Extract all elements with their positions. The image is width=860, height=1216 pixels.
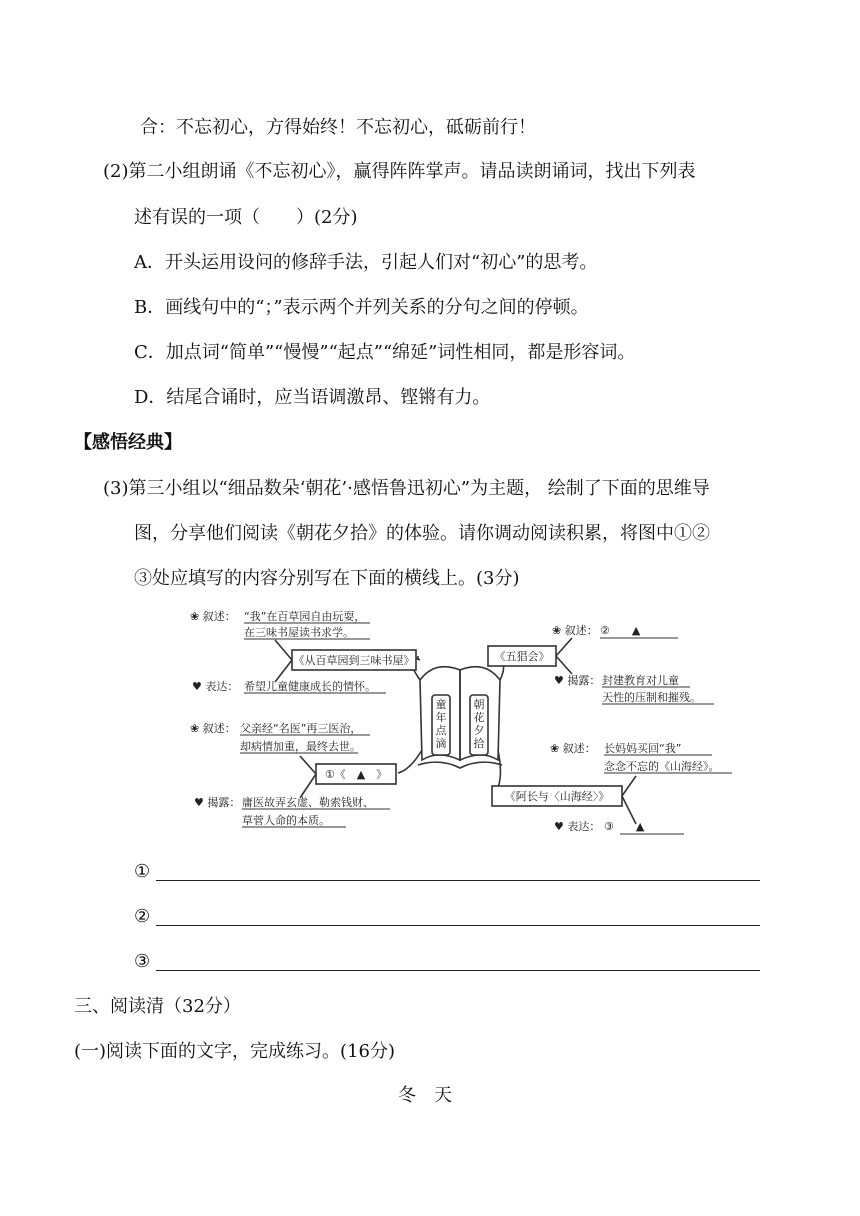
right1-narr-label: ❀ 叙述： [552, 624, 598, 637]
left1-expr-text: 希望儿童健康成长的情怀。 [244, 680, 376, 693]
right2-narr-line2: 念念不忘的《山海经》。 [604, 760, 720, 773]
question-2-stem-line1: (2)第二小组朗诵《不忘初心》，赢得阵阵掌声。请品读朗诵词，找出下列表 [103, 161, 696, 182]
answer-line-3[interactable] [156, 970, 760, 971]
question-3-stem-line1: (3)第三小组以“细品数朵‘朝花’·感悟鲁迅初心”为主题， 绘制了下面的思维导 [103, 478, 710, 499]
option-a: A．开头运用设问的修辞手法，引起人们对“初心”的思考。 [134, 252, 598, 273]
right2-narr-label: ❀ 叙述： [550, 742, 596, 755]
left1-expr-label: ♥ 表达： [192, 680, 239, 693]
right2-narr-line1: 长妈妈买回“我” [604, 742, 682, 755]
section-heading: 【感悟经典】 [74, 432, 182, 453]
node-right2-branches [622, 776, 636, 824]
answer-label-2: ② [134, 906, 151, 927]
left2-narr-line2: 却病情加重，最终去世。 [240, 740, 361, 753]
part-3-subheading: (一)阅读下面的文字，完成练习。(16分) [74, 1041, 395, 1062]
node-right2-title: 《阿长与〈山海经〉》 [504, 790, 610, 803]
node-left1-branches [275, 640, 292, 682]
node-left1-title: 《从百草园到三味书屋》 [293, 654, 415, 667]
option-d: D．结尾合诵时，应当语调激昂、铿锵有力。 [134, 387, 491, 408]
right1-narr-blank: ② ▲ [600, 624, 641, 637]
left2-narr-line1: 父亲经“名医”再三医治， [240, 722, 362, 735]
center-label-left: 童年点滴 [435, 698, 447, 750]
node-left2-branches [300, 756, 316, 798]
mind-map [180, 600, 740, 840]
part-3-heading: 三、阅读清（32分） [74, 996, 241, 1017]
center-label-right: 朝花夕拾 [473, 698, 485, 750]
node-right1-branches [556, 638, 572, 674]
answer-label-1: ① [134, 861, 151, 882]
right2-expr-blank: ③ ▲ [604, 820, 645, 833]
answer-label-3: ③ [134, 951, 151, 972]
option-c: C．加点词“简单”“慢慢”“起点”“绵延”词性相同，都是形容词。 [134, 342, 636, 363]
article-title: 冬 天 [398, 1085, 452, 1106]
answer-line-2[interactable] [156, 925, 760, 926]
node-left2-title: ①《 ▲ 》 [324, 768, 388, 781]
question-3-stem-line3: ③处应填写的内容分别写在下面的横线上。(3分) [134, 568, 520, 589]
node-right1-title: 《五猖会》 [494, 650, 550, 663]
left1-narr-line2: 在三味书屋读书求学。 [244, 626, 354, 639]
question-3-stem-line2: 图，分享他们阅读《朝花夕拾》的体验。请你调动阅读积累，将图中①② [134, 523, 710, 544]
right1-expo-label: ♥ 揭露： [554, 674, 601, 687]
poem-closing-line: 合：不忘初心，方得始终！不忘初心，砥砺前行！ [140, 117, 536, 138]
answer-line-1[interactable] [156, 880, 760, 881]
right1-expo-line1: 封建教育对儿童 [602, 674, 679, 687]
left1-narr-line1: “我”在百草园自由玩耍， [244, 610, 366, 623]
connector-left2 [398, 750, 422, 773]
left1-narr-label: ❀ 叙述： [190, 610, 236, 623]
left2-expo-line2: 草菅人命的本质。 [242, 814, 330, 827]
book-spine [418, 762, 502, 768]
left2-expo-line1: 庸医故弄玄虚、勒索钱财、 [242, 796, 374, 809]
option-b: B．画线句中的“；”表示两个并列关系的分句之间的停顿。 [134, 297, 589, 318]
question-2-stem-line2: 述有误的一项（ ）(2分) [134, 207, 358, 228]
right1-expo-line2: 天性的压制和摧残。 [602, 691, 701, 704]
left2-narr-label: ❀ 叙述： [190, 722, 236, 735]
right2-expr-label: ♥ 表达： [554, 820, 601, 833]
left2-expo-label: ♥ 揭露： [194, 796, 241, 809]
